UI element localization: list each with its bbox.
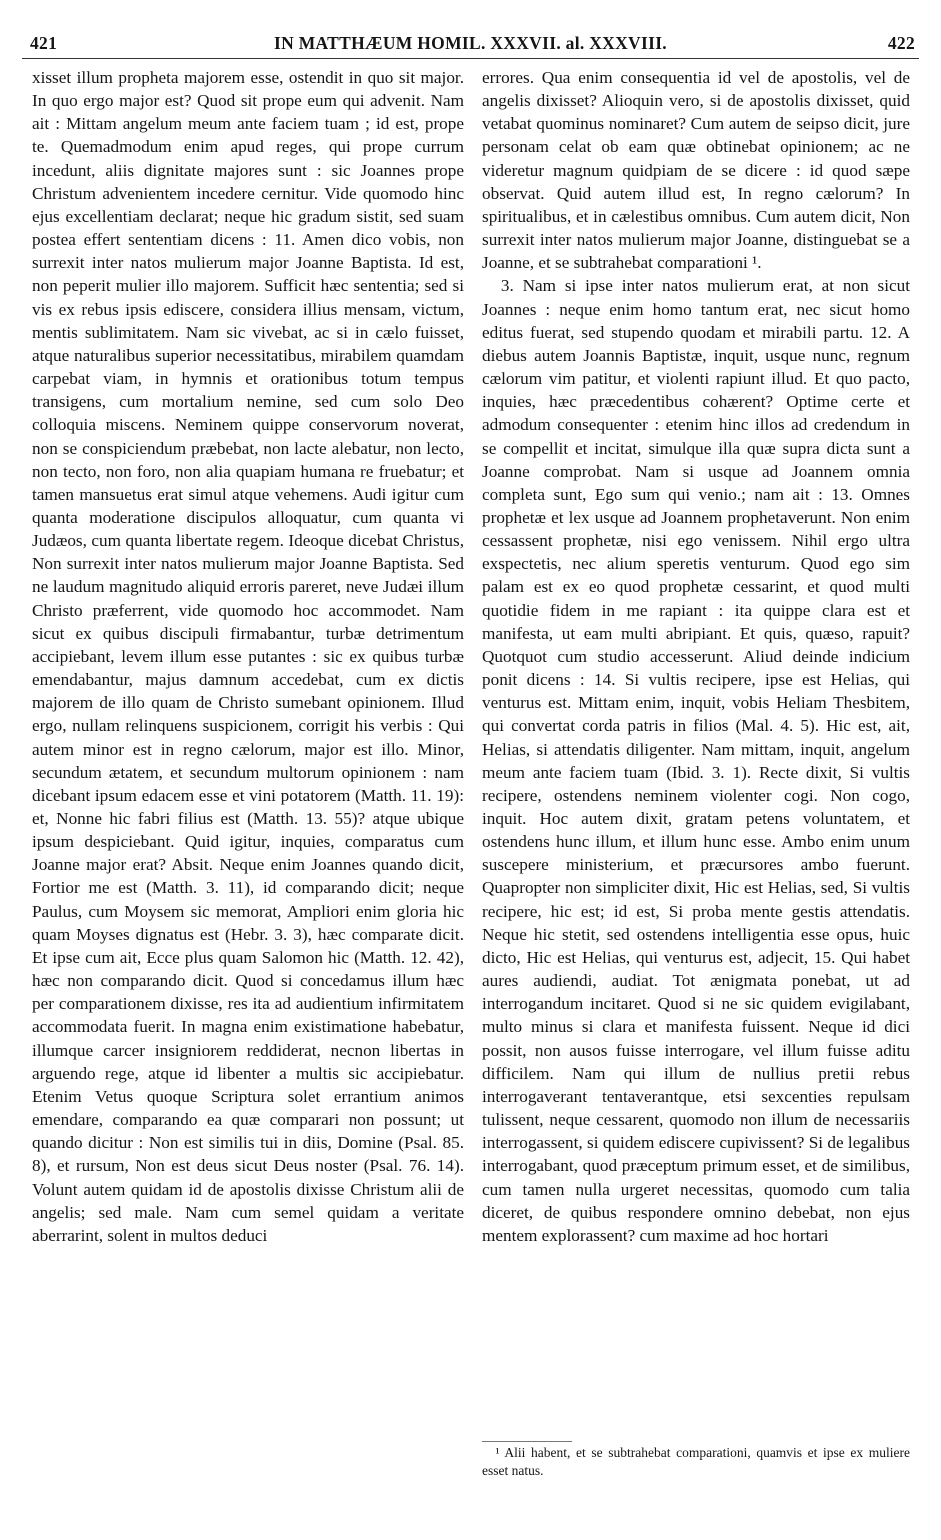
page-number-right: 422 [887, 33, 915, 53]
left-paragraph-1: xisset illum propheta majorem esse, ostendit in quo sit major. In quo ergo major est? Quod sit prope eum qui advenit. Nam ait : Mittam angelum meum ante faciem tuam ; id est, prope te. Quemadmodum enim apud reges, qui prope currum incedunt, aliis dignitate majores sunt : sic Joannes prope Christum advenientem incedere cernitur. Vide quomodo hinc ejus excellentiam declarat; neque hic gradum sistit, sed suam postea effert sententiam dicens : 11. Amen dico vobis, non surrexit inter natos mulierum major Joanne Baptista. Id est, non peperit mulier illo majorem. Sufficit hæc sententia; sed si vis ex rebus ipsis ediscere, considera illius mensam, victum, mentis sublimitatem. Nam sic vivebat, ac si in cælo fuisset, atque naturalibus superior necessitatibus, mirabilem quamdam carpebat viam, in hymnis et orationibus totum tempus transigens, cum mortalium nemine, sed cum solo Deo colloquia miscens. Neminem quippe conservorum noverat, non se conspiciendum præbebat, non lacte alebatur, non lecto, non tecto, non foro, non alia quapiam humana re fruebatur; et tamen mansuetus erat simul atque vehemens. Audi igitur cum quanta moderatione discipulos alloquatur, cum quanta vi Judæos, cum quanta libertate regem. Ideoque dicebat Christus, Non surrexit inter natos mulierum major Joanne Baptista. Sed ne laudum magnitudo aliquid erroris pareret, neve Judæi illum Christo præferrent, vide quomodo hoc accommodet. Nam sicut ex quibus discipuli firmabantur, turbæ detrimentum accipiebant, levem illum esse putantes : sic ex quibus turbæ emendabantur, majus damnum accedebat, cum ex dictis majorem de illo quam de Christo sumebant opinionem. Illud ergo, nullam relinquens suspicionem, corrigit his verbis : Qui autem minor est in regno cælorum, major est illo. Minor, secundum ætatem, et secundum multorum opinionem : nam dicebant ipsum edacem esse et vini potatorem (Matth. 11. 19): et, Nonne hic fabri filius est (Matth. 13. 55)? atque ubique ipsum despiciebant. Quid igitur, inquies, comparatus cum Joanne major erat? Absit. Neque enim Joannes quando dicit, Fortior me est (Matth. 3. 11), id comparando dicit; neque Paulus, cum Moysem sic memorat, Ampliori enim gloria hic quam Moyses dignatus est (Hebr. 3. 3), hæc comparate dicit. Et ipse cum ait, Ecce plus quam Salomon hic (Matth. 12. 42), hæc non comparando dicit. Quod si concedamus illum hæc per comparationem dixisse, res ita ad audientium infirmitatem accommodata fuerit. In magna enim existimatione habebatur, illumque carcer insigniorem reddiderat, necnon libertas in arguendo rege, atque id libenter a multis sic accipiebatur. Etenim Vetus quoque Scriptura solet errantium animos emendare, comparando ea quæ comparari non possunt; ut quando dicitur : Non est similis tui in diis, Domine (Psal. 85. 8), et rursum, Non est deus sicut Deus noster (Psal. 76. 14). Volunt autem quidam id de apostolis dixisse Christum alii de angelis; sed male. Nam cum semel quidam a veritate aberrarint, solent in multos deduci [32, 68, 464, 1245]
right-column [482, 66, 910, 1247]
footnote-rule [482, 1441, 572, 1442]
left-column [32, 66, 464, 1247]
running-title: IN MATTHÆUM HOMIL. XXXVII. al. XXXVIII. [274, 33, 667, 53]
running-header [22, 30, 919, 59]
footnote: ¹ Alii habent, et se subtrahebat comparationi, quamvis et ipse ex muliere esset natus. [482, 1445, 910, 1478]
right-paragraph-1: errores. Qua enim consequentia id vel de apostolis, vel de angelis dixisset? Alioquin vero, si de apostolis dixisset, quid vetabat quominus nominaret? Cum autem de seipso dicit, jure personam celat ob eam quæ obtinebat opinionem; ac ne videretur magnum quidpiam de se dicere : id quod sæpe observat. Quid autem illud est, In regno cælorum? In spiritualibus, et in cælestibus omnibus. Cum autem dicit, Non surrexit inter natos mulierum major Joanne, distinguebat se a Joanne, et se subtrahebat comparationi ¹. [482, 68, 910, 273]
page-number-left: 421 [30, 33, 58, 53]
right-paragraph-2: 3. Nam si ipse inter natos mulierum erat, at non sicut Joannes : neque enim homo tantum erat, nec sicut homo editus fuerat, sed stupendo quodam et mirabili partu. 12. A diebus autem Joannis Baptistæ, inquit, usque nunc, regnum cælorum vim patitur, et violenti rapiunt illud. Et quo pacto, inquies, hæc præcedentibus cohærent? Optime certe et admodum consequenter : etenim hinc illos ad credendum in se compellit et incitat, simulque illa quæ supra dicta sunt a Joanne comprobat. Nam si usque ad Joannem omnia completa sunt, Ego sum qui venio.; nam ait : 13. Omnes prophetæ et lex usque ad Joannem prophetaverunt. Non enim cessassent prophetæ, nisi ego venissem. Nihil ergo ultra exspectetis, nec alium speretis venturum. Quod ego sim palam est ex eo quod prophetæ cessarint, et quod multi quotidie fidem in me rapiant : ita quippe clara est et manifesta, ut eam multi abripiant. Et quis, quæso, rapuit? Quotquot cum studio accesserunt. Aliud deinde indicium ponit dicens : 14. Si vultis recipere, ipse est Helias, qui venturus est. Mittam enim, inquit, vobis Heliam Thesbitem, qui convertat corda patris in filios (Mal. 4. 5). Hic est, ait, Helias, si attendatis diligenter. Nam mittam, inquit, angelum meum ante faciem tuam (Ibid. 3. 1). Recte dixit, Si vultis recipere, ostendens neminem violenter cogi. Non cogo, inquit. Hoc autem dixit, gratam petens voluntatem, et ostendens hunc illum, et illum hunc esse. Ambo enim unum suscepere ministerium, et præcursores ambo fuerunt. Quapropter non simpliciter dixit, Hic est Helias, sed, Si vultis recipere, hic est; id est, Si proba mente gestis attendatis. Neque hic stetit, sed ostendens intelligentia esse opus, huic dicto, Hic est Helias, qui venturus est, adjecit, 15. Qui habet aures audiendi, audiat. Tot ænigmata ponebat, ut ad interrogandum incitaret. Quod si ne sic quidem evigilabant, multo minus si clara et manifesta fuissent. Neque id dici possit, non ausos fuisse interrogare, vel illum fuisse aditu difficilem. Nam qui illum de nullius pretii rebus interrogaverant tentaverantque, etsi sexcenties repulsam tulissent, neque cessarent, quomodo non illum de necessariis interrogassent, si quidem ediscere cupivissent? Si de legalibus interrogabant, quod præceptum primum esset, et de similibus, cum tamen nulla urgeret necessitas, quomodo cum talia diceret, de quibus respondere omnino debebat, non ejus mentem explorassent? cum maxime ad hoc hortari [482, 276, 910, 1245]
